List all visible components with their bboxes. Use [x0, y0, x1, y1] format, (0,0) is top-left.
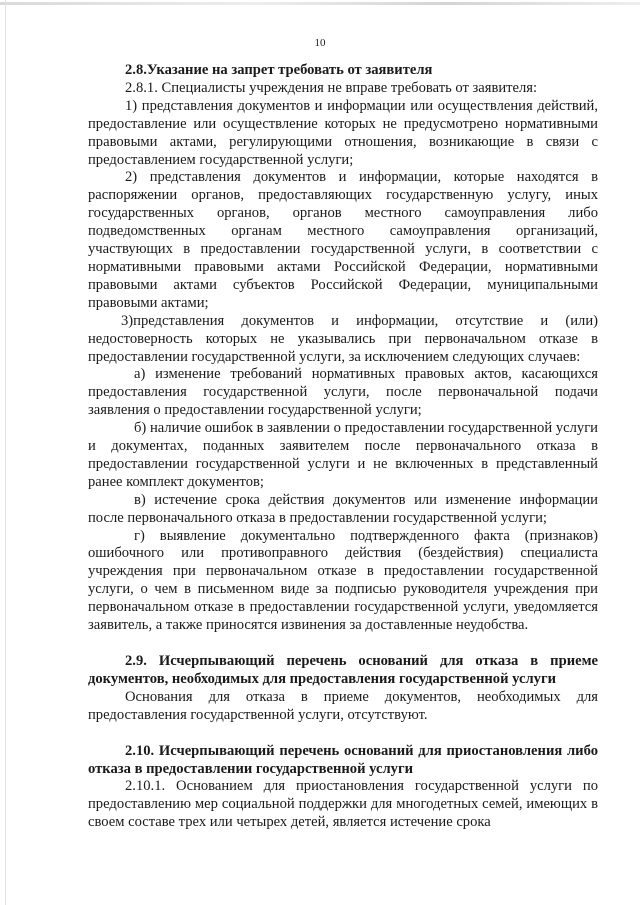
section-2-9-heading: 2.9. Исчерпывающий перечень оснований для отказа в приеме документов, необходимых для предоставления государственной услуги [88, 653, 598, 687]
section-2-8-1-intro: 2.8.1. Специалисты учреждения не вправе требовать от заявителя: [125, 79, 538, 96]
list-item-3g: г) выявление документально подтвержденного факта (признаков) ошибочного или противоправного действия (бездействия) специалиста учреждения при первоначальном отказе в предоставлении государственной услуги, о чем в письменном виде за подписью руководителя учреждения при первоначальном отказе в предоставлении государственной услуги, уведомляется заявитель, а также приносятся извинения за доставленные неудобства. [88, 527, 598, 634]
list-item-3: 3)представления документов и информации, отсутствие и (или) недостоверность которых не указывались при первоначальном отказе в предоставлении государственной услуги, за исключением следующих случаев: [88, 312, 598, 365]
section-2-9-body: Основания для отказа в приеме документов, необходимых для предоставления государственной услуги, отсутствуют. [88, 688, 598, 723]
scan-edge-left [5, 0, 6, 905]
section-2-10-heading: 2.10. Исчерпывающий перечень оснований для приостановления либо отказа в предоставлении государственной услуги [88, 742, 598, 777]
list-item-3b: б) наличие ошибок в заявлении о предоставлении государственной услуги и документах, поданных заявителем после первоначального отказа в предоставлении государственной услуги и не включенных в представленный ранее комплект документов; [88, 420, 598, 490]
section-2-8-heading: 2.8.Указание на запрет требовать от заявителя [125, 62, 433, 78]
list-item-1: 1) представления документов и информации или осуществления действий, предоставление или осуществление которых не предусмотрено нормативными правовыми актами, регулирующими отношения, возникающие в связи с предоставлением государственной услуги; [88, 97, 598, 168]
page-number: 10 [314, 37, 326, 49]
section-2-10-1-body: 2.10.1. Основанием для приостановления государственной услуги по предоставлению мер социальной поддержки для многодетных семей, имеющих в своем составе трех или четырех детей, является истечение срока [88, 778, 598, 831]
list-item-3a: а) изменение требований нормативных правовых актов, касающихся предоставления государственной услуги, после первоначальной подачи заявления о предоставлении государственной услуги; [88, 366, 598, 419]
list-item-3v: в) истечение срока действия документов или изменение информации после первоначального отказа в предоставлении государственной услуги; [88, 491, 598, 526]
scan-edge-top [0, 2, 640, 5]
document-body [88, 62, 598, 832]
list-item-2: 2) представления документов и информации, которые находятся в распоряжении органов, предоставляющих государственную услугу, иных государственных органов, органов местного самоуправления либо подведомственных органам местного самоуправления организаций, участвующих в предоставлении государственной услуги, в соответствии с нормативными правовыми актами Российской Федерации, нормативными правовыми актами субъектов Российской Федерации, муниципальными правовыми актами; [88, 169, 598, 311]
